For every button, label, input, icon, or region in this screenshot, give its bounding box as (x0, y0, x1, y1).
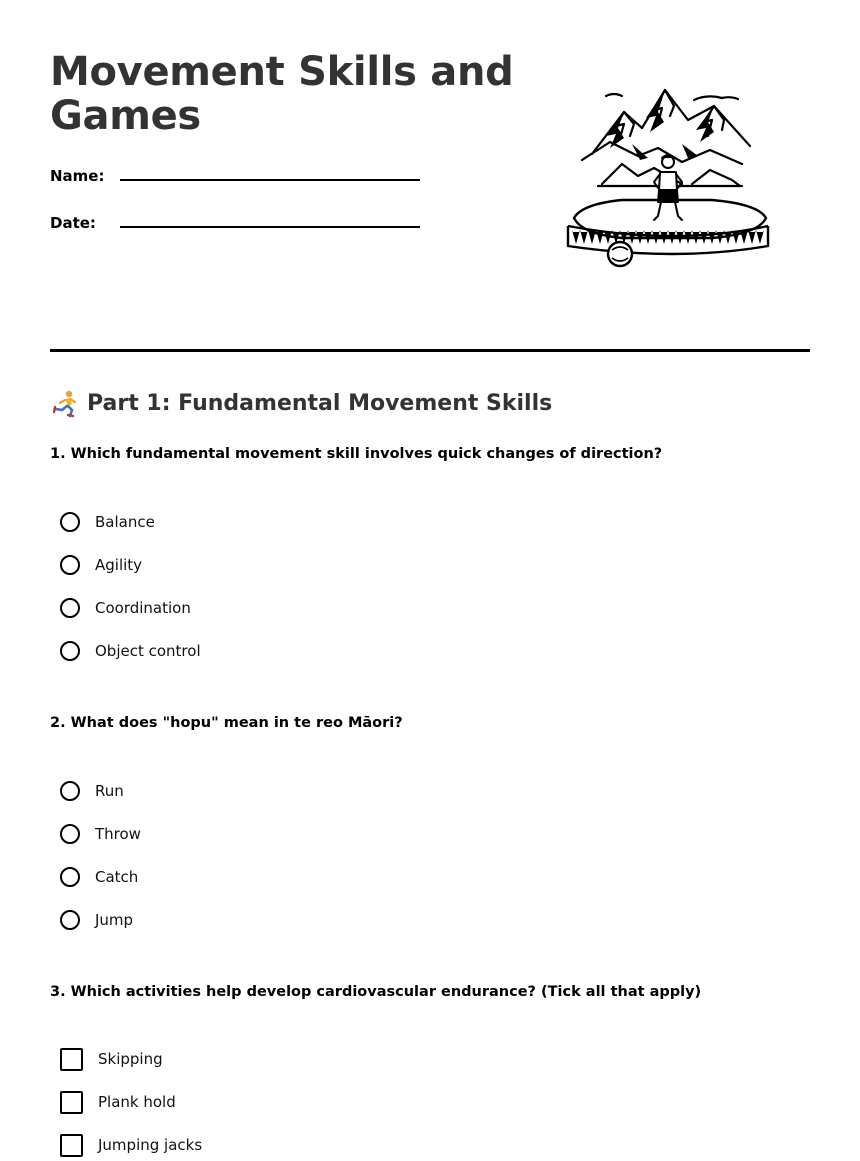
checkbox[interactable] (60, 1091, 83, 1114)
q2-option-throw[interactable] (60, 821, 141, 847)
question-1: 1. Which fundamental movement skill involves quick changes of direction? (50, 446, 663, 462)
page-title: Movement Skills and Games (50, 49, 514, 139)
q1-option-object-control[interactable] (60, 638, 201, 664)
radio-button[interactable] (60, 781, 80, 801)
option-label: Object control (95, 642, 201, 660)
option-label: Jumping jacks (98, 1136, 203, 1154)
question-2: 2. What does "hopu" mean in te reo Māori? (50, 715, 403, 731)
radio-button[interactable] (60, 867, 80, 887)
option-label: Catch (95, 868, 139, 886)
option-label: Plank hold (98, 1093, 176, 1111)
running-person-icon (50, 390, 80, 418)
q3-option-jumping-jacks[interactable] (60, 1132, 202, 1158)
q2-option-run[interactable] (60, 778, 124, 804)
radio-button[interactable] (60, 512, 80, 532)
date-field[interactable] (120, 226, 420, 228)
option-label: Run (95, 782, 124, 800)
option-label: Skipping (98, 1050, 163, 1068)
section-heading-text: Part 1: Fundamental Movement Skills (87, 391, 553, 416)
option-label: Balance (95, 513, 155, 531)
option-label: Jump (95, 911, 134, 929)
question-3: 3. Which activities help develop cardiovascular endurance? (Tick all that apply) (50, 984, 702, 1000)
radio-button[interactable] (60, 641, 80, 661)
date-label: Date: (50, 214, 96, 232)
radio-button[interactable] (60, 910, 80, 930)
q2-option-catch[interactable] (60, 864, 138, 890)
checkbox[interactable] (60, 1048, 83, 1071)
q1-option-agility[interactable] (60, 552, 142, 578)
q1-option-balance[interactable] (60, 509, 155, 535)
q1-option-coordination[interactable] (60, 595, 191, 621)
name-field[interactable] (120, 179, 420, 181)
q2-option-jump[interactable] (60, 907, 133, 933)
option-label: Throw (95, 825, 141, 843)
name-label: Name: (50, 167, 105, 185)
option-label: Coordination (95, 599, 191, 617)
radio-button[interactable] (60, 824, 80, 844)
radio-button[interactable] (60, 555, 80, 575)
option-label: Agility (95, 556, 143, 574)
checkbox[interactable] (60, 1134, 83, 1157)
mountain-stage-illustration (562, 84, 772, 274)
q3-option-plank-hold[interactable] (60, 1089, 176, 1115)
section-divider (50, 349, 810, 352)
section-heading (50, 389, 552, 419)
q3-option-skipping[interactable] (60, 1046, 163, 1072)
radio-button[interactable] (60, 598, 80, 618)
